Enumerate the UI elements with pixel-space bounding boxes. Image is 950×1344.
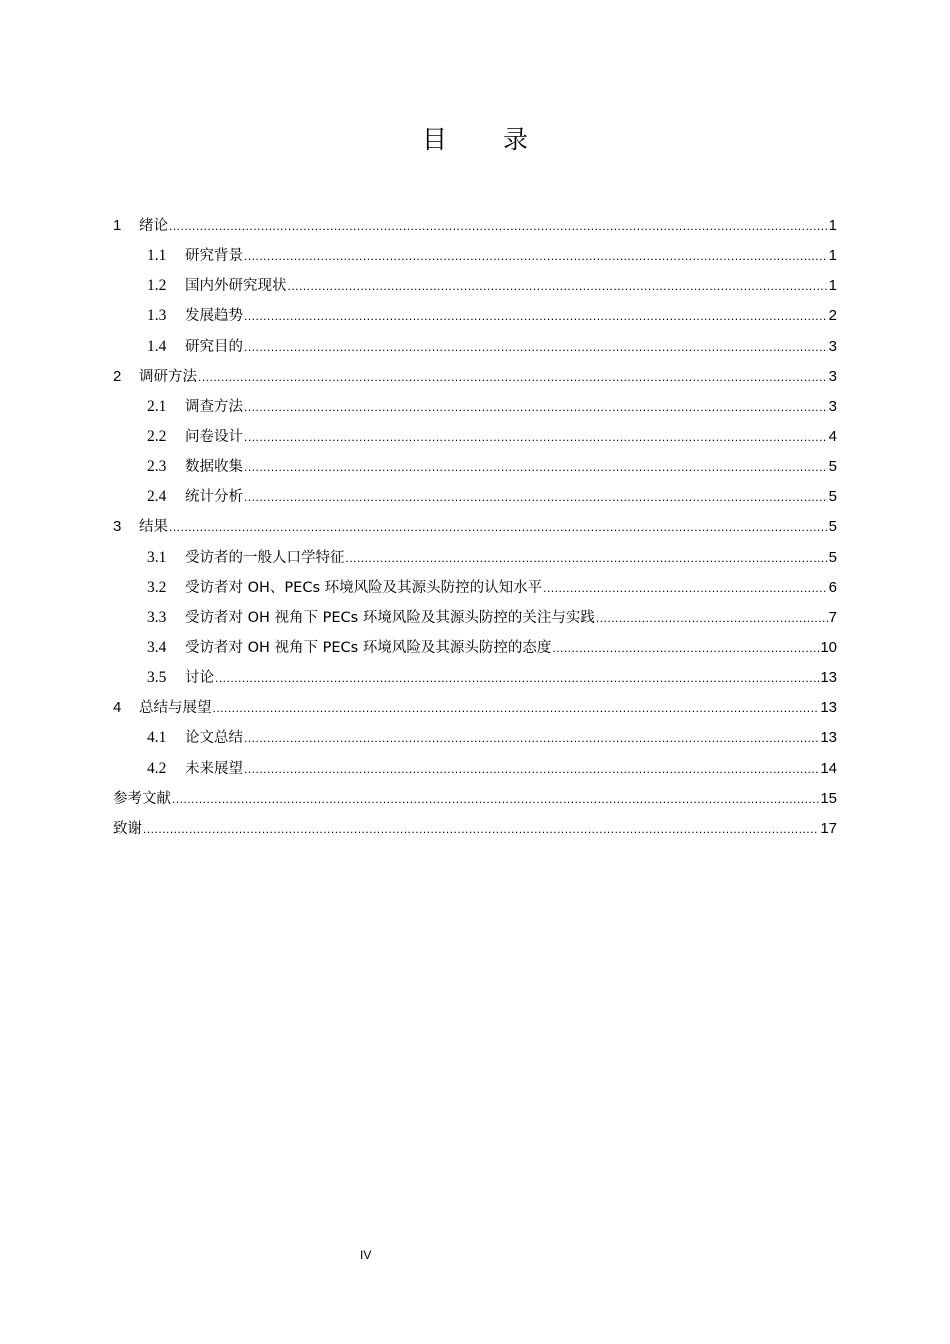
toc-entry-number: 1.1	[147, 247, 167, 265]
toc-entry-label: 国内外研究现状	[185, 278, 287, 295]
toc-entry-label: 受访者对 OH 视角下 PECs 环境风险及其源头防控的态度	[185, 639, 552, 656]
toc-entry-acknowledgements[interactable]	[113, 814, 837, 844]
toc-entry-label: 问卷设计	[185, 428, 243, 445]
toc-entry-number: 2.2	[147, 427, 167, 445]
toc-entry-label: 论文总结	[185, 730, 243, 747]
dot-leader	[215, 663, 819, 693]
toc-entry-page: 3	[828, 367, 837, 385]
toc-entry-3-1[interactable]	[113, 543, 837, 573]
toc-entry-2-2[interactable]	[113, 422, 837, 452]
toc-entry-page: 5	[828, 458, 837, 476]
dot-leader	[244, 301, 828, 331]
toc-entry-page: 4	[828, 427, 837, 445]
toc-entry-page: 13	[820, 669, 837, 687]
toc-entry-1[interactable]	[113, 211, 837, 241]
dot-leader	[543, 573, 828, 603]
toc-entry-1-3[interactable]	[113, 301, 837, 331]
toc-entry-2-1[interactable]	[113, 392, 837, 422]
dot-leader	[244, 422, 828, 452]
dot-leader	[244, 754, 819, 784]
toc-entry-4-2[interactable]	[113, 754, 837, 784]
toc-entry-label: 受访者对 OH、PECs 环境风险及其源头防控的认知水平	[185, 579, 543, 596]
dot-leader	[288, 271, 828, 301]
toc-entry-number: 2.3	[147, 458, 167, 476]
toc-entry-number: 3	[113, 518, 122, 536]
toc-entry-label: 绪论	[139, 218, 168, 234]
toc-entry-page: 14	[820, 759, 837, 777]
toc-entry-label: 总结与展望	[139, 700, 212, 717]
toc-entry-page: 17	[820, 819, 837, 837]
toc-entry-label: 研究目的	[185, 338, 243, 355]
toc-entry-page: 10	[820, 638, 837, 656]
toc-entry-number: 1.4	[147, 337, 167, 355]
toc-entry-page: 3	[828, 397, 837, 415]
toc-entry-number: 2.1	[147, 397, 167, 415]
toc-entry-1-2[interactable]	[113, 271, 837, 301]
dot-leader	[244, 723, 819, 753]
toc-entry-3-4[interactable]	[113, 633, 837, 663]
toc-entry-label: 讨论	[185, 670, 214, 687]
toc-entry-page: 7	[828, 608, 837, 626]
dot-leader	[244, 241, 828, 271]
toc-entry-label: 统计分析	[185, 489, 243, 506]
dot-leader	[244, 452, 828, 482]
toc-entry-number: 4	[113, 699, 122, 717]
toc-entry-label: 受访者的一般人口学特征	[185, 549, 345, 566]
table-of-contents	[113, 211, 837, 844]
toc-entry-label: 调研方法	[139, 368, 197, 385]
toc-entry-page: 2	[828, 307, 837, 325]
toc-entry-number: 3.4	[147, 638, 167, 656]
toc-entry-number: 3.5	[147, 669, 167, 687]
toc-entry-page: 1	[828, 247, 837, 265]
toc-entry-2-3[interactable]	[113, 452, 837, 482]
toc-entry-page: 5	[828, 548, 837, 566]
toc-title: 目 录	[422, 125, 552, 154]
toc-entry-label: 调查方法	[185, 398, 243, 415]
toc-entry-label: 结果	[139, 519, 168, 536]
toc-entry-3-5[interactable]	[113, 663, 837, 693]
toc-entry-page: 13	[820, 699, 837, 717]
toc-entry-page: 1	[828, 277, 837, 295]
toc-entry-3-3[interactable]	[113, 603, 837, 633]
toc-entry-label: 发展趋势	[185, 308, 243, 325]
toc-entry-page: 6	[828, 578, 837, 596]
toc-entry-2[interactable]	[113, 362, 837, 392]
dot-leader	[244, 332, 828, 362]
dot-leader	[169, 211, 828, 241]
dot-leader	[169, 512, 828, 542]
toc-entry-number: 4.2	[147, 759, 167, 777]
toc-entry-number: 1.2	[147, 277, 167, 295]
toc-entry-1-4[interactable]	[113, 332, 837, 362]
dot-leader	[244, 482, 828, 512]
toc-entry-page: 1	[828, 217, 837, 234]
toc-entry-page: 5	[828, 518, 837, 536]
toc-entry-number: 2	[113, 367, 122, 385]
page-number-footer: IV	[360, 1248, 372, 1262]
dot-leader	[596, 603, 828, 633]
toc-entry-3-2[interactable]	[113, 573, 837, 603]
dot-leader	[213, 693, 820, 723]
toc-entry-page: 3	[828, 337, 837, 355]
toc-entry-page: 13	[820, 729, 837, 747]
toc-entry-label: 参考文献	[113, 790, 171, 807]
dot-leader	[244, 392, 828, 422]
toc-entry-number: 4.1	[147, 729, 167, 747]
toc-entry-number: 3.3	[147, 608, 167, 626]
toc-entry-label: 受访者对 OH 视角下 PECs 环境风险及其源头防控的关注与实践	[185, 609, 595, 626]
dot-leader	[172, 784, 819, 814]
toc-entry-number: 3.2	[147, 578, 167, 596]
dot-leader	[143, 814, 819, 844]
toc-entry-number: 3.1	[147, 548, 167, 566]
toc-entry-4-1[interactable]	[113, 723, 837, 753]
toc-entry-number: 1	[113, 217, 122, 234]
toc-entry-label: 数据收集	[185, 459, 243, 476]
toc-entry-number: 2.4	[147, 488, 167, 506]
toc-entry-2-4[interactable]	[113, 482, 837, 512]
toc-entry-page: 5	[828, 488, 837, 506]
dot-leader	[552, 633, 819, 663]
toc-entry-label: 未来展望	[185, 760, 243, 777]
dot-leader	[198, 362, 828, 392]
toc-entry-page: 15	[820, 789, 837, 807]
toc-entry-label: 致谢	[113, 820, 142, 837]
toc-entry-1-1[interactable]	[113, 241, 837, 271]
toc-entry-label: 研究背景	[185, 248, 243, 265]
dot-leader	[346, 543, 828, 573]
toc-entry-number: 1.3	[147, 307, 167, 325]
toc-entry-4[interactable]	[113, 693, 837, 723]
toc-entry-references[interactable]	[113, 784, 837, 814]
toc-entry-3[interactable]	[113, 512, 837, 542]
